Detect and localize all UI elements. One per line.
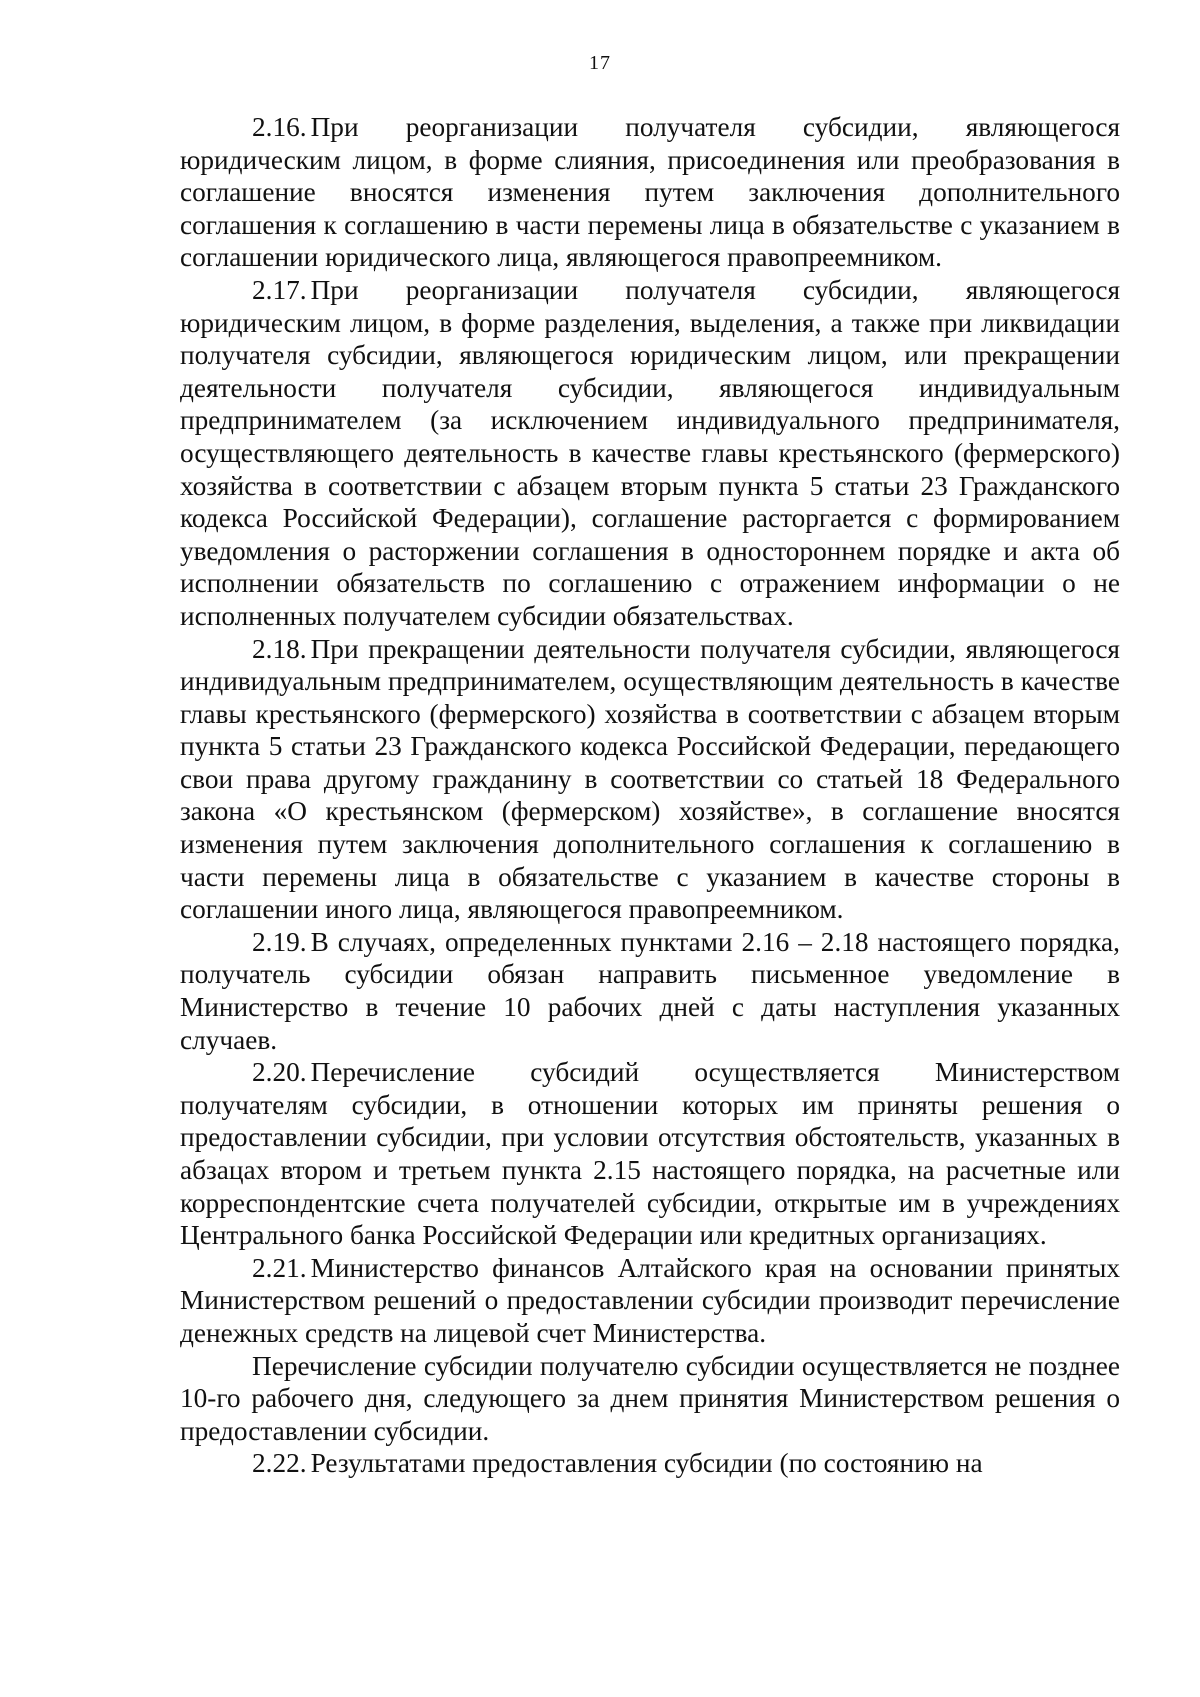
paragraph-2-16 (180, 111, 1120, 274)
paragraph-number: 2.18. (252, 633, 307, 664)
paragraph-2-17 (180, 274, 1120, 633)
paragraph-number: 2.17. (252, 274, 307, 305)
paragraph-2-21 (180, 1252, 1120, 1350)
paragraph-text: Результатами предоставления субсидии (по состоянию на (310, 1448, 983, 1479)
paragraph-2-19 (180, 926, 1120, 1056)
paragraph-2-18 (180, 633, 1120, 926)
paragraph-2-22 (180, 1447, 1120, 1480)
document-body (180, 111, 1120, 1480)
paragraph-number: 2.21. (252, 1252, 307, 1283)
paragraph-number: 2.20. (252, 1057, 307, 1088)
page-number: 17 (589, 52, 611, 74)
paragraph-text: При прекращении деятельности получателя субсидии, являющегося индивидуальным предпринимателем, осуществляющим деятельность в качестве главы крестьянского (фермерского) хозяйства в соответствии с абзацем вторым пункта 5 статьи 23 Гражданского кодекса Российской Федерации, передающего свои права другому гражданину в соответствии со статьей 18 Федерального закона «О крестьянском (фермерском) хозяйстве», в соглашение вносятся изменения путем заключения дополнительного соглашения к соглашению в части перемены лица в обязательстве с указанием в качестве стороны в соглашении иного лица, являющегося правопреемником. (180, 633, 1120, 925)
paragraph-2-20 (180, 1056, 1120, 1252)
paragraph-2-21-continued (180, 1350, 1120, 1448)
paragraph-text: При реорганизации получателя субсидии, являющегося юридическим лицом, в форме разделения, выделения, а также при ликвидации получателя субсидии, являющегося юридическим лицом, или прекращении деятельности получателя субсидии, являющегося индивидуальным предпринимателем (за исключением индивидуального предпринимателя, осуществляющего деятельность в качестве главы крестьянского (фермерского) хозяйства в соответствии с абзацем вторым пункта 5 статьи 23 Гражданского кодекса Российской Федерации), соглашение расторгается с формированием уведомления о расторжении соглашения в одностороннем порядке и акта об исполнении обязательств по соглашению с отражением информации о не исполненных получателем субсидии обязательствах. (180, 274, 1120, 631)
paragraph-number: 2.16. (252, 112, 307, 142)
paragraph-text: Министерство финансов Алтайского края на основании принятых Министерством решений о предоставлении субсидии производит перечисление денежных средств на лицевой счет Министерства. (180, 1252, 1120, 1348)
paragraph-text: Перечисление субсидии получателю субсидии осуществляется не позднее 10-го рабочего дня, следующего за днем принятия Министерством решения о предоставлении субсидии. (180, 1350, 1120, 1446)
paragraph-number: 2.22. (252, 1448, 307, 1479)
paragraph-text: В случаях, определенных пунктами 2.16 – 2.18 настоящего порядка, получатель субсидии обязан направить письменное уведомление в Министерство в течение 10 рабочих дней с даты наступления указанных случаев. (180, 926, 1120, 1055)
paragraph-text: Перечисление субсидий осуществляется Министерством получателям субсидии, в отношении которых им приняты решения о предоставлении субсидии, при условии отсутствия обстоятельств, указанных в абзацах втором и третьем пункта 2.15 настоящего порядка, на расчетные или корреспондентские счета получателей субсидии, открытые им в учреждениях Центрального банка Российской Федерации или кредитных организациях. (180, 1057, 1120, 1251)
paragraph-text: При реорганизации получателя субсидии, являющегося юридическим лицом, в форме слияния, присоединения или преобразования в соглашение вносятся изменения путем заключения дополнительного соглашения к соглашению в части перемены лица в обязательстве с указанием в соглашении юридического лица, являющегося правопреемником. (180, 112, 1120, 273)
paragraph-number: 2.19. (252, 926, 307, 957)
